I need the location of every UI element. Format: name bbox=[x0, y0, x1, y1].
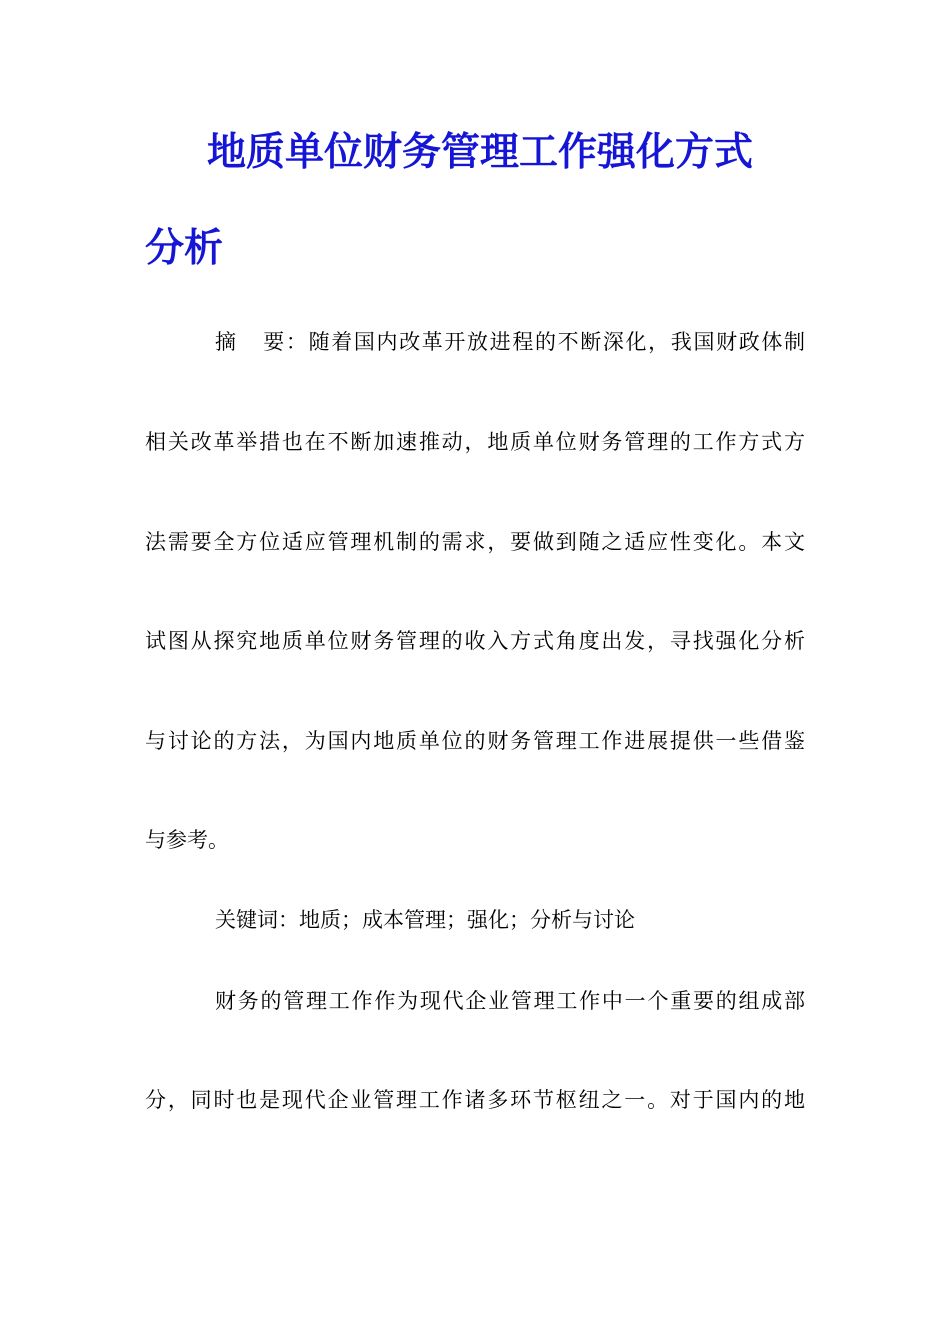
abstract-line-1 bbox=[215, 327, 805, 357]
abstract-text-1: 随着国内改革开放进程的不断深化，我国财政体制 bbox=[308, 330, 806, 354]
abstract-line-4: 试图从探究地质单位财务管理的收入方式角度出发，寻找强化分析 bbox=[145, 629, 805, 653]
body-line-2: 分，同时也是现代企业管理工作诸多环节枢纽之一。对于国内的地 bbox=[145, 1088, 805, 1112]
keywords-line: 关键词：地质；成本管理；强化；分析与讨论 bbox=[215, 908, 635, 932]
body-line-1: 财务的管理工作作为现代企业管理工作中一个重要的组成部 bbox=[215, 989, 805, 1013]
abstract-line-2: 相关改革举措也在不断加速推动，地质单位财务管理的工作方式方 bbox=[145, 430, 805, 454]
abstract-line-3: 法需要全方位适应管理机制的需求，要做到随之适应性变化。本文 bbox=[145, 530, 805, 554]
document-title-line-2: 分析 bbox=[145, 226, 224, 271]
abstract-label-2: 要： bbox=[261, 330, 309, 354]
document-title-line-1: 地质单位财务管理工作强化方式 bbox=[207, 130, 754, 175]
abstract-label-1: 摘 bbox=[215, 330, 238, 354]
abstract-line-5: 与讨论的方法，为国内地质单位的财务管理工作进展提供一些借鉴 bbox=[145, 729, 805, 753]
abstract-line-6: 与参考。 bbox=[145, 828, 229, 852]
